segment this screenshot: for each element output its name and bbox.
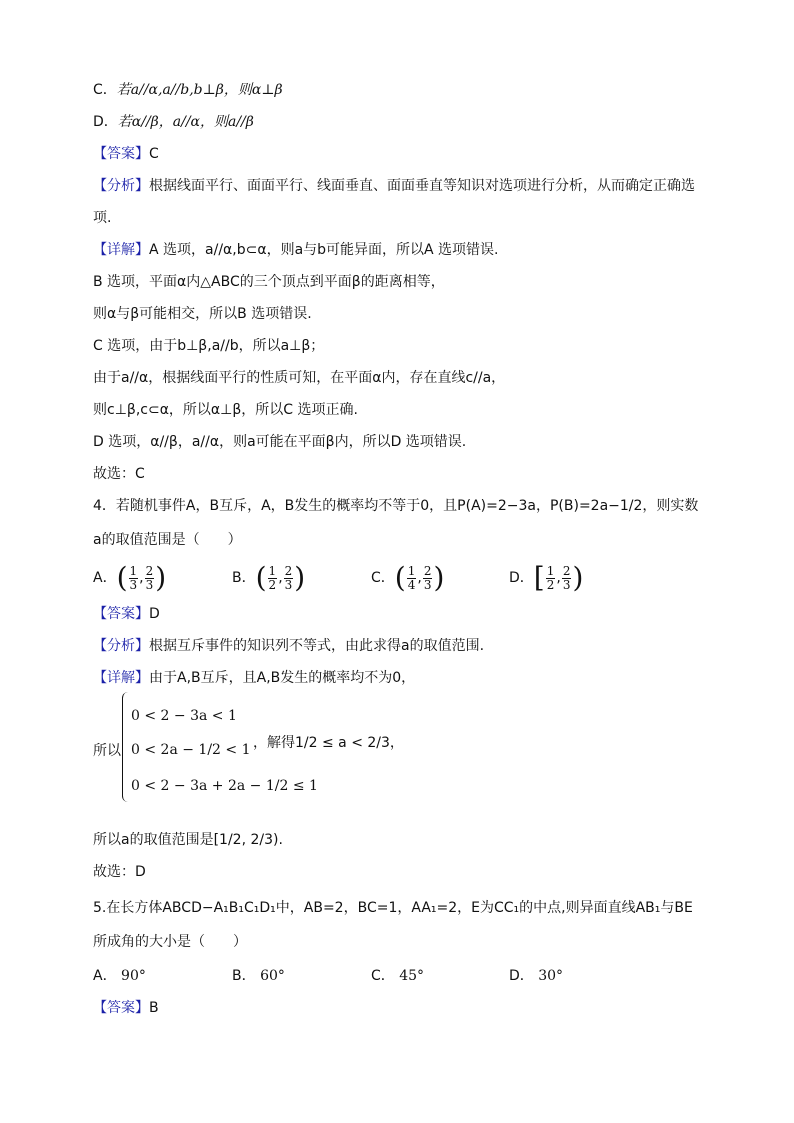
- bracket-open: [: [533, 561, 545, 594]
- choose-text: 故选：C: [93, 466, 145, 482]
- question-stem-cont: 所成角的大小是（ ）: [93, 934, 247, 950]
- fraction: [546, 565, 556, 592]
- answer-value: B: [149, 1000, 159, 1016]
- option-text: 若α//β，a//α，则a//β: [117, 114, 254, 130]
- fraction: [423, 565, 433, 592]
- answer-value: D: [149, 606, 160, 622]
- inequality-system: [93, 692, 413, 810]
- option-label: A．: [93, 968, 117, 984]
- q5-option-d: [509, 966, 563, 986]
- fraction: [129, 565, 139, 592]
- detail-line: A 选项，a//α,b⊂α，则a与b可能异面，所以A 选项错误.: [149, 242, 499, 258]
- denominator: 2: [268, 577, 277, 592]
- detail-line: 则c⊥β,c⊂α，所以α⊥β，所以C 选项正确.: [93, 402, 358, 418]
- option-label: B．: [232, 570, 256, 586]
- q4-stem-line2: [93, 530, 242, 550]
- q3-detail-b2: [93, 304, 312, 324]
- option-label: C．: [371, 570, 395, 586]
- q3-analysis-cont: [93, 208, 111, 228]
- option-value: 90°: [121, 968, 146, 984]
- q5-answer: [93, 998, 159, 1018]
- option-label: B．: [232, 968, 256, 984]
- numerator: 2: [284, 563, 293, 578]
- q4-option-b: B．( $\frac{1}{2}$ , $\frac{2}{3}$ ): [232, 561, 306, 594]
- bracket-open: (: [394, 561, 406, 594]
- option-value: 60°: [260, 968, 285, 984]
- option-label: A．: [93, 570, 117, 586]
- fraction: [562, 565, 572, 592]
- q3-detail-c3: [93, 400, 358, 420]
- answer-tag: 【答案】: [93, 1000, 149, 1016]
- bracket-close: ): [294, 561, 306, 594]
- q5-stem-line1: [93, 898, 693, 918]
- detail-line: B 选项，平面α内△ABC的三个顶点到平面β的距离相等，: [93, 274, 445, 290]
- q5-option-b: [232, 966, 285, 986]
- q4-choose: [93, 862, 146, 882]
- q5-option-c: [371, 966, 424, 986]
- option-label: C．: [371, 968, 395, 984]
- q5-stem-line2: [93, 932, 247, 952]
- bracket-close: ): [572, 561, 584, 594]
- brace-icon: [122, 692, 129, 802]
- q3-option-c: [93, 80, 283, 100]
- numerator: 2: [423, 563, 432, 578]
- denominator: 3: [145, 577, 154, 592]
- analysis-tag: 【分析】: [93, 638, 149, 654]
- option-label: D．: [509, 570, 534, 586]
- numerator: 1: [268, 563, 277, 578]
- range-text: 所以a的取值范围是[1/2, 2/3).: [93, 832, 283, 848]
- q3-option-d: [93, 112, 254, 132]
- bracket-close: ): [155, 561, 167, 594]
- q3-choose: [93, 464, 145, 484]
- denominator: 3: [284, 577, 293, 592]
- denominator: 4: [407, 577, 416, 592]
- detail-line: 由于a//α，根据线面平行的性质可知，在平面α内，存在直线c//a，: [93, 370, 506, 386]
- analysis-text-cont: 项.: [93, 210, 112, 226]
- q3-analysis: [93, 176, 695, 196]
- q3-detail-d: [93, 432, 466, 452]
- numerator: 1: [129, 563, 138, 578]
- analysis-text: 根据线面平行、面面平行、线面垂直、面面垂直等知识对选项进行分析，从而确定正确选: [149, 178, 695, 194]
- denominator: 3: [129, 577, 138, 592]
- bracket-open: (: [255, 561, 267, 594]
- q5-option-a: [93, 966, 146, 986]
- answer-tag: 【答案】: [93, 606, 149, 622]
- q3-detail-c1: [93, 336, 324, 356]
- fraction: [145, 565, 155, 592]
- q4-detail-intro: [93, 668, 415, 688]
- analysis-tag: 【分析】: [93, 178, 149, 194]
- q4-answer: [93, 604, 160, 624]
- fraction: [284, 565, 294, 592]
- detail-line: 则α与β可能相交，所以B 选项错误.: [93, 306, 312, 322]
- question-stem-cont: a的取值范围是（ ）: [93, 532, 242, 548]
- detail-tag: 【详解】: [93, 670, 149, 686]
- q3-detail-a: [93, 240, 499, 260]
- answer-value: C: [149, 146, 159, 162]
- fraction: [407, 565, 417, 592]
- q3-detail-b1: [93, 272, 445, 292]
- numerator: 2: [145, 563, 154, 578]
- analysis-text: 根据互斥事件的知识列不等式，由此求得a的取值范围.: [149, 638, 485, 654]
- option-value: 30°: [538, 968, 564, 984]
- option-label: D．: [509, 968, 534, 984]
- option-label: C．: [93, 82, 117, 98]
- q4-stem-line1: [93, 496, 698, 516]
- choose-text: 故选：D: [93, 864, 146, 880]
- inequality-row: 0 < 2 − 3a + 2a − 1/2 ≤ 1: [131, 778, 318, 794]
- q4-analysis: [93, 636, 484, 656]
- option-value: 45°: [399, 968, 425, 984]
- numerator: 2: [562, 563, 571, 578]
- denominator: 3: [423, 577, 432, 592]
- q3-answer: [93, 144, 159, 164]
- q4-option-a: A．( $\frac{1}{3}$ , $\frac{2}{3}$ ): [93, 561, 167, 594]
- numerator: 1: [546, 563, 555, 578]
- q3-detail-c2: [93, 368, 505, 388]
- q4-option-d: D．[ $\frac{1}{2}$ , $\frac{2}{3}$ ): [509, 561, 584, 594]
- detail-line: 由于A,B互斥，且A,B发生的概率均不为0，: [149, 670, 416, 686]
- question-stem: 4．若随机事件A，B互斥，A，B发生的概率均不等于0，且P(A)=2−3a，P(B)=2a−1/2，则实数: [93, 498, 699, 514]
- inequality-row: 0 < 2a − 1/2 < 1: [131, 742, 251, 758]
- q4-option-c: C．( $\frac{1}{4}$ , $\frac{2}{3}$ ): [371, 561, 445, 594]
- system-label: 所以: [93, 743, 121, 759]
- q4-range: [93, 830, 283, 850]
- detail-line: D 选项，α//β，a//α，则a可能在平面β内，所以D 选项错误.: [93, 434, 467, 450]
- inequality-row: 0 < 2 − 3a < 1: [131, 708, 237, 724]
- denominator: 2: [546, 577, 555, 592]
- detail-line: C 选项，由于b⊥β,a//b，所以a⊥β；: [93, 338, 325, 354]
- bracket-close: ): [433, 561, 445, 594]
- bracket-open: (: [116, 561, 128, 594]
- fraction: [268, 565, 278, 592]
- option-label: D．: [93, 114, 118, 130]
- numerator: 1: [407, 563, 416, 578]
- solution-result: ，解得1/2 ≤ a < 2/3，: [253, 735, 404, 751]
- option-text: 若a//α,a//b,b⊥β，则α⊥β: [116, 82, 283, 98]
- detail-tag: 【详解】: [93, 242, 149, 258]
- question-stem: 5.在长方体ABCD−A₁B₁C₁D₁中，AB=2，BC=1，AA₁=2，E为CC₁的中点,则异面直线AB₁与BE: [93, 900, 693, 916]
- denominator: 3: [562, 577, 571, 592]
- answer-tag: 【答案】: [93, 146, 149, 162]
